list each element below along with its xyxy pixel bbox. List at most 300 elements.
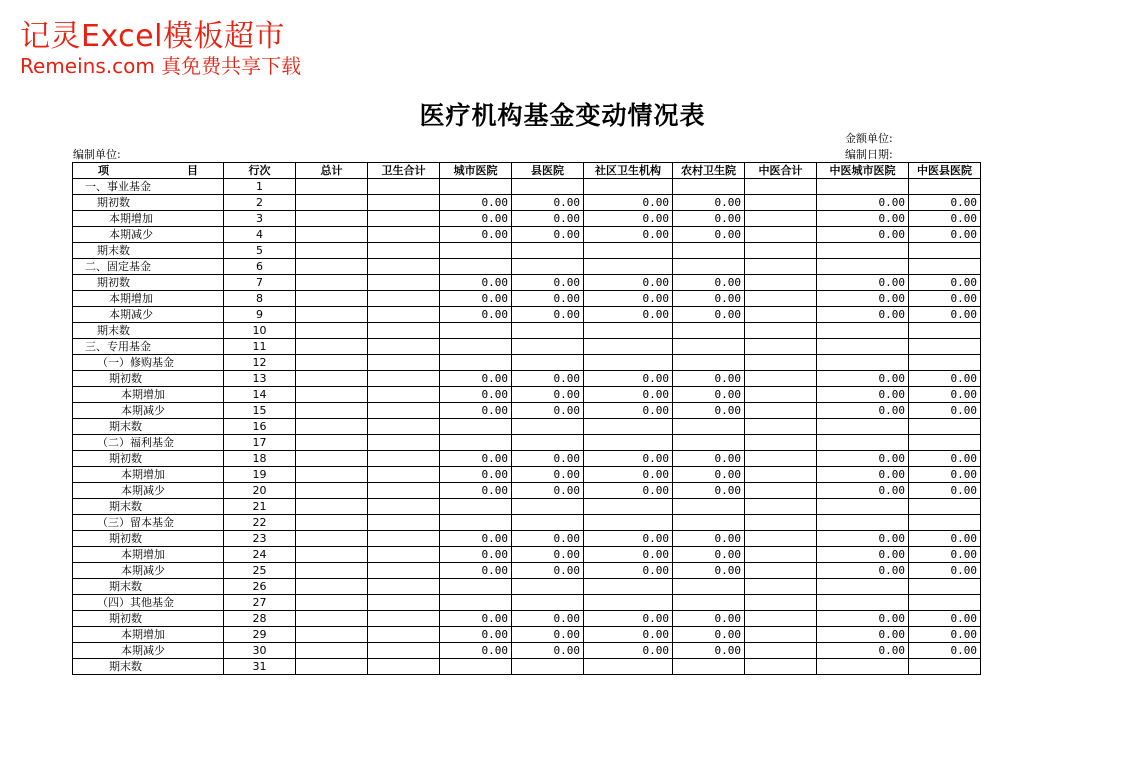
value-cell: 0.00 — [440, 451, 512, 467]
value-cell — [745, 435, 817, 451]
row-item-label: 期初数 — [73, 371, 224, 387]
value-cell — [909, 179, 981, 195]
value-cell — [296, 291, 368, 307]
value-cell — [368, 387, 440, 403]
row-item-label: 本期增加 — [73, 467, 224, 483]
value-cell — [368, 339, 440, 355]
value-cell — [909, 259, 981, 275]
value-cell: 0.00 — [584, 227, 673, 243]
value-cell — [296, 483, 368, 499]
row-number: 20 — [224, 483, 296, 499]
value-cell — [745, 515, 817, 531]
value-cell — [673, 259, 745, 275]
value-cell: 0.00 — [584, 291, 673, 307]
value-cell — [584, 595, 673, 611]
row-item-label: 期末数 — [73, 499, 224, 515]
value-cell — [817, 499, 909, 515]
value-cell — [817, 419, 909, 435]
value-cell: 0.00 — [673, 467, 745, 483]
table-row — [73, 323, 981, 339]
value-cell — [584, 339, 673, 355]
value-cell: 0.00 — [440, 483, 512, 499]
value-cell — [745, 579, 817, 595]
table-row — [73, 611, 981, 627]
value-cell: 0.00 — [512, 627, 584, 643]
value-cell: 0.00 — [440, 403, 512, 419]
value-cell — [368, 467, 440, 483]
value-cell — [817, 595, 909, 611]
value-cell: 0.00 — [817, 627, 909, 643]
value-cell: 0.00 — [909, 403, 981, 419]
compile-org-label: 编制单位: — [73, 148, 121, 161]
value-cell — [584, 659, 673, 675]
value-cell — [440, 355, 512, 371]
value-cell: 0.00 — [440, 563, 512, 579]
value-cell: 0.00 — [817, 307, 909, 323]
value-cell — [368, 323, 440, 339]
table-row — [73, 243, 981, 259]
value-cell: 0.00 — [817, 611, 909, 627]
value-cell — [368, 243, 440, 259]
value-cell: 0.00 — [584, 195, 673, 211]
value-cell — [368, 403, 440, 419]
value-cell — [909, 499, 981, 515]
value-cell — [368, 611, 440, 627]
value-cell: 0.00 — [512, 467, 584, 483]
value-cell: 0.00 — [584, 563, 673, 579]
value-cell — [512, 339, 584, 355]
value-cell — [440, 323, 512, 339]
value-cell: 0.00 — [817, 387, 909, 403]
value-cell — [584, 323, 673, 339]
value-cell — [909, 659, 981, 675]
value-cell: 0.00 — [909, 611, 981, 627]
value-cell: 0.00 — [673, 611, 745, 627]
value-cell — [512, 515, 584, 531]
value-cell — [296, 323, 368, 339]
value-cell — [673, 323, 745, 339]
value-cell — [296, 467, 368, 483]
value-cell — [817, 339, 909, 355]
value-cell — [296, 211, 368, 227]
table-row — [73, 435, 981, 451]
value-cell: 0.00 — [817, 403, 909, 419]
value-cell: 0.00 — [673, 291, 745, 307]
value-cell — [745, 403, 817, 419]
value-cell — [368, 643, 440, 659]
value-cell — [296, 355, 368, 371]
value-cell — [745, 419, 817, 435]
value-cell — [512, 419, 584, 435]
row-item-label: （三）留本基金 — [73, 515, 224, 531]
value-cell: 0.00 — [440, 547, 512, 563]
value-cell — [584, 179, 673, 195]
value-cell — [296, 643, 368, 659]
value-cell: 0.00 — [584, 451, 673, 467]
row-item-label: 期初数 — [73, 531, 224, 547]
value-cell: 0.00 — [512, 483, 584, 499]
value-cell — [368, 291, 440, 307]
value-cell — [440, 339, 512, 355]
value-cell: 0.00 — [909, 195, 981, 211]
row-item-label: 三、专用基金 — [73, 339, 224, 355]
value-cell: 0.00 — [673, 195, 745, 211]
row-item-label: 本期增加 — [73, 211, 224, 227]
value-cell — [296, 499, 368, 515]
value-cell — [745, 595, 817, 611]
row-number: 28 — [224, 611, 296, 627]
value-cell — [368, 179, 440, 195]
value-cell: 0.00 — [512, 563, 584, 579]
value-cell: 0.00 — [584, 371, 673, 387]
row-number: 8 — [224, 291, 296, 307]
value-cell — [512, 323, 584, 339]
value-cell — [440, 419, 512, 435]
row-number: 5 — [224, 243, 296, 259]
value-cell — [745, 275, 817, 291]
value-cell: 0.00 — [909, 451, 981, 467]
value-cell: 0.00 — [512, 451, 584, 467]
value-cell — [817, 243, 909, 259]
value-cell — [296, 275, 368, 291]
row-number: 9 — [224, 307, 296, 323]
value-cell — [368, 227, 440, 243]
row-item-label: 期末数 — [73, 243, 224, 259]
header-health-subtotal: 卫生合计 — [368, 163, 440, 179]
value-cell: 0.00 — [817, 275, 909, 291]
row-item-label: 本期减少 — [73, 227, 224, 243]
page-title: 医疗机构基金变动情况表 — [419, 101, 706, 130]
value-cell: 0.00 — [440, 291, 512, 307]
value-cell — [817, 323, 909, 339]
row-item-label: 本期减少 — [73, 563, 224, 579]
value-cell: 0.00 — [440, 467, 512, 483]
row-number: 12 — [224, 355, 296, 371]
value-cell — [296, 627, 368, 643]
value-cell: 0.00 — [584, 211, 673, 227]
value-cell — [673, 595, 745, 611]
value-cell — [745, 355, 817, 371]
value-cell — [296, 227, 368, 243]
row-number: 10 — [224, 323, 296, 339]
value-cell: 0.00 — [440, 371, 512, 387]
row-item-label: 期初数 — [73, 611, 224, 627]
value-cell — [368, 531, 440, 547]
table-row — [73, 387, 981, 403]
value-cell — [909, 419, 981, 435]
value-cell — [745, 243, 817, 259]
table-header-row — [73, 163, 981, 179]
value-cell — [584, 435, 673, 451]
value-cell — [296, 579, 368, 595]
value-cell: 0.00 — [673, 307, 745, 323]
amount-unit-label: 金额单位: — [845, 132, 893, 145]
compile-date-label: 编制日期: — [845, 148, 893, 161]
table-row — [73, 547, 981, 563]
value-cell: 0.00 — [909, 291, 981, 307]
row-number: 2 — [224, 195, 296, 211]
header-total: 总计 — [296, 163, 368, 179]
value-cell — [440, 515, 512, 531]
table-row — [73, 595, 981, 611]
row-item-label: 一、事业基金 — [73, 179, 224, 195]
value-cell — [368, 275, 440, 291]
value-cell — [296, 515, 368, 531]
table-row — [73, 483, 981, 499]
value-cell: 0.00 — [909, 387, 981, 403]
value-cell — [512, 659, 584, 675]
row-number: 22 — [224, 515, 296, 531]
row-number: 17 — [224, 435, 296, 451]
value-cell — [584, 515, 673, 531]
value-cell: 0.00 — [440, 627, 512, 643]
value-cell — [745, 451, 817, 467]
value-cell — [673, 579, 745, 595]
value-cell — [673, 515, 745, 531]
value-cell: 0.00 — [817, 291, 909, 307]
header-tcm-county-hospital: 中医县医院 — [909, 163, 981, 179]
value-cell: 0.00 — [512, 403, 584, 419]
value-cell — [909, 243, 981, 259]
table-row — [73, 579, 981, 595]
value-cell: 0.00 — [512, 275, 584, 291]
row-item-label: （一）修购基金 — [73, 355, 224, 371]
value-cell — [745, 531, 817, 547]
table-row — [73, 179, 981, 195]
value-cell — [512, 179, 584, 195]
value-cell — [584, 243, 673, 259]
value-cell: 0.00 — [673, 547, 745, 563]
value-cell: 0.00 — [584, 403, 673, 419]
value-cell — [368, 259, 440, 275]
value-cell — [296, 403, 368, 419]
value-cell: 0.00 — [909, 371, 981, 387]
value-cell — [909, 515, 981, 531]
value-cell: 0.00 — [584, 547, 673, 563]
value-cell — [368, 659, 440, 675]
value-cell — [296, 547, 368, 563]
value-cell: 0.00 — [440, 307, 512, 323]
value-cell: 0.00 — [440, 195, 512, 211]
table-row — [73, 643, 981, 659]
value-cell: 0.00 — [440, 275, 512, 291]
header-tcm-city-hospital: 中医城市医院 — [817, 163, 909, 179]
value-cell: 0.00 — [440, 211, 512, 227]
value-cell — [673, 179, 745, 195]
header-city-hospital: 城市医院 — [440, 163, 512, 179]
value-cell — [673, 243, 745, 259]
value-cell — [296, 387, 368, 403]
row-number: 21 — [224, 499, 296, 515]
value-cell — [817, 179, 909, 195]
value-cell: 0.00 — [817, 531, 909, 547]
row-item-label: 本期增加 — [73, 627, 224, 643]
value-cell — [817, 259, 909, 275]
table-row — [73, 227, 981, 243]
row-number: 25 — [224, 563, 296, 579]
value-cell — [745, 467, 817, 483]
row-item-label: 期初数 — [73, 451, 224, 467]
table-row — [73, 355, 981, 371]
header-item — [73, 163, 224, 179]
value-cell — [368, 355, 440, 371]
table-row — [73, 419, 981, 435]
row-item-label: 本期减少 — [73, 307, 224, 323]
value-cell — [584, 419, 673, 435]
value-cell — [368, 419, 440, 435]
row-number: 27 — [224, 595, 296, 611]
value-cell: 0.00 — [440, 611, 512, 627]
value-cell — [296, 531, 368, 547]
value-cell: 0.00 — [909, 563, 981, 579]
value-cell — [368, 499, 440, 515]
value-cell: 0.00 — [909, 627, 981, 643]
header-community-health: 社区卫生机构 — [584, 163, 673, 179]
header-row-no: 行次 — [224, 163, 296, 179]
value-cell — [745, 547, 817, 563]
watermark-subtitle: Remeins.com 真免费共享下载 — [20, 54, 302, 78]
value-cell: 0.00 — [673, 531, 745, 547]
table-row — [73, 403, 981, 419]
value-cell — [745, 211, 817, 227]
value-cell — [745, 563, 817, 579]
value-cell — [745, 611, 817, 627]
value-cell: 0.00 — [512, 611, 584, 627]
value-cell — [368, 371, 440, 387]
row-item-label: 期初数 — [73, 275, 224, 291]
value-cell — [909, 435, 981, 451]
value-cell — [296, 451, 368, 467]
row-number: 29 — [224, 627, 296, 643]
value-cell — [512, 579, 584, 595]
value-cell — [368, 211, 440, 227]
value-cell: 0.00 — [440, 531, 512, 547]
value-cell — [440, 595, 512, 611]
value-cell: 0.00 — [817, 211, 909, 227]
table-row — [73, 275, 981, 291]
value-cell — [584, 259, 673, 275]
table-row — [73, 467, 981, 483]
fund-change-table — [72, 162, 981, 675]
value-cell: 0.00 — [440, 643, 512, 659]
value-cell — [296, 659, 368, 675]
value-cell: 0.00 — [584, 627, 673, 643]
row-number: 6 — [224, 259, 296, 275]
value-cell — [296, 435, 368, 451]
value-cell: 0.00 — [584, 307, 673, 323]
value-cell: 0.00 — [817, 227, 909, 243]
row-number: 18 — [224, 451, 296, 467]
row-number: 1 — [224, 179, 296, 195]
value-cell: 0.00 — [440, 227, 512, 243]
row-item-label: 二、固定基金 — [73, 259, 224, 275]
value-cell: 0.00 — [512, 643, 584, 659]
table-row — [73, 339, 981, 355]
row-item-label: 期末数 — [73, 579, 224, 595]
row-number: 16 — [224, 419, 296, 435]
value-cell — [296, 595, 368, 611]
row-item-label: 期初数 — [73, 195, 224, 211]
table-row — [73, 259, 981, 275]
value-cell — [745, 627, 817, 643]
value-cell: 0.00 — [673, 627, 745, 643]
value-cell — [817, 515, 909, 531]
table-row — [73, 515, 981, 531]
value-cell: 0.00 — [673, 371, 745, 387]
value-cell: 0.00 — [909, 227, 981, 243]
value-cell: 0.00 — [512, 371, 584, 387]
value-cell: 0.00 — [673, 483, 745, 499]
value-cell: 0.00 — [512, 547, 584, 563]
value-cell: 0.00 — [440, 387, 512, 403]
value-cell: 0.00 — [673, 275, 745, 291]
value-cell — [512, 259, 584, 275]
row-number: 14 — [224, 387, 296, 403]
value-cell — [512, 499, 584, 515]
value-cell — [909, 339, 981, 355]
value-cell: 0.00 — [512, 531, 584, 547]
value-cell: 0.00 — [817, 195, 909, 211]
value-cell — [368, 579, 440, 595]
value-cell: 0.00 — [512, 211, 584, 227]
table-row — [73, 659, 981, 675]
value-cell — [512, 355, 584, 371]
value-cell: 0.00 — [673, 643, 745, 659]
row-number: 13 — [224, 371, 296, 387]
value-cell — [673, 499, 745, 515]
row-item-label: 本期减少 — [73, 403, 224, 419]
value-cell — [296, 563, 368, 579]
value-cell — [368, 195, 440, 211]
value-cell — [296, 307, 368, 323]
value-cell: 0.00 — [512, 291, 584, 307]
value-cell — [745, 259, 817, 275]
value-cell — [745, 659, 817, 675]
row-item-label: 本期增加 — [73, 387, 224, 403]
value-cell: 0.00 — [909, 531, 981, 547]
value-cell: 0.00 — [909, 643, 981, 659]
value-cell: 0.00 — [584, 611, 673, 627]
table-row — [73, 291, 981, 307]
value-cell — [909, 579, 981, 595]
table-row — [73, 195, 981, 211]
watermark-title: 记灵Excel模板超市 — [20, 19, 285, 54]
row-number: 26 — [224, 579, 296, 595]
value-cell: 0.00 — [909, 547, 981, 563]
value-cell: 0.00 — [512, 307, 584, 323]
table-row — [73, 563, 981, 579]
value-cell — [296, 419, 368, 435]
value-cell — [440, 243, 512, 259]
row-item-label: 本期增加 — [73, 547, 224, 563]
value-cell — [368, 307, 440, 323]
row-item-label: （四）其他基金 — [73, 595, 224, 611]
value-cell — [673, 339, 745, 355]
value-cell: 0.00 — [817, 563, 909, 579]
value-cell: 0.00 — [673, 451, 745, 467]
row-number: 15 — [224, 403, 296, 419]
row-number: 4 — [224, 227, 296, 243]
row-number: 7 — [224, 275, 296, 291]
table-row — [73, 627, 981, 643]
value-cell — [673, 355, 745, 371]
value-cell — [673, 659, 745, 675]
value-cell — [745, 371, 817, 387]
value-cell — [745, 643, 817, 659]
value-cell — [745, 323, 817, 339]
table-row — [73, 499, 981, 515]
value-cell — [745, 227, 817, 243]
